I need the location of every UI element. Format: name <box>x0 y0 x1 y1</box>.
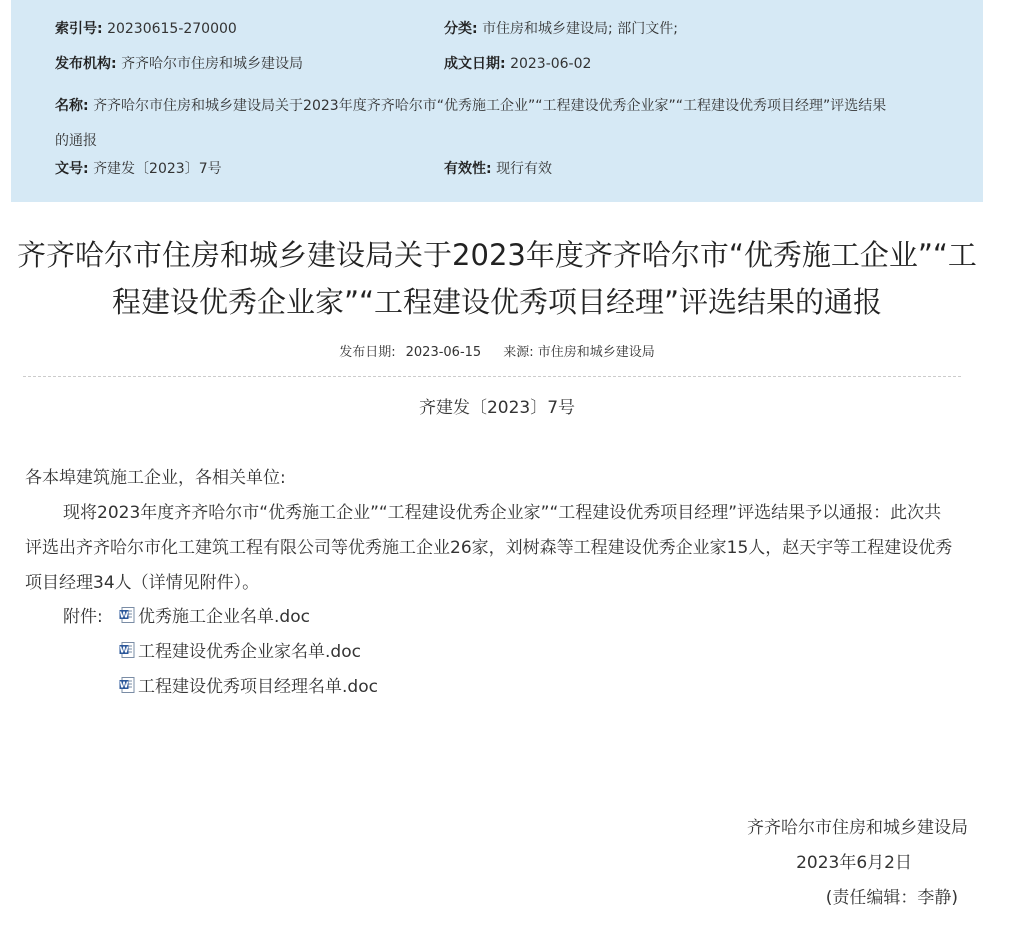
attachment-name: 优秀施工企业名单.doc <box>138 607 310 627</box>
meta-category-value: 市住房和城乡建设局; 部门文件; <box>482 21 678 37</box>
signature-organization: 齐齐哈尔市住房和城乡建设局 <box>747 818 968 838</box>
meta-name-label: 名称: <box>55 98 89 114</box>
attachment-name: 工程建设优秀企业家名单.doc <box>138 642 361 662</box>
signature-date: 2023年6月2日 <box>796 853 912 873</box>
meta-index <box>55 19 237 39</box>
svg-text:W: W <box>119 610 129 620</box>
document-number: 齐建发〔2023〕7号 <box>418 398 576 418</box>
svg-text:W: W <box>119 680 129 690</box>
meta-category <box>444 19 678 39</box>
attachments-label: 附件: <box>63 607 103 627</box>
meta-issuer-value: 齐齐哈尔市住房和城乡建设局 <box>121 56 304 72</box>
word-doc-icon <box>119 677 135 693</box>
meta-date-value: 2023-06-02 <box>510 56 592 72</box>
meta-docno <box>55 159 222 179</box>
word-doc-icon <box>119 642 135 658</box>
source-label: 来源: <box>503 345 534 360</box>
meta-date <box>444 54 591 74</box>
meta-date-label: 成文日期: <box>444 56 506 72</box>
meta-issuer-label: 发布机构: <box>55 56 117 72</box>
publish-date-value: 2023-06-15 <box>405 345 482 360</box>
attachment-link-excellent-entrepreneurs[interactable] <box>119 635 361 670</box>
publish-info <box>11 343 983 363</box>
svg-text:W: W <box>119 645 129 655</box>
attachment-link-excellent-enterprises[interactable] <box>119 600 310 635</box>
source-value: 市住房和城乡建设局 <box>537 345 655 360</box>
word-doc-icon <box>119 607 135 623</box>
article-title: 齐齐哈尔市住房和城乡建设局关于2023年度齐齐哈尔市“优秀施工企业”“工程建设优秀企业家”“工程建设优秀项目经理”评选结果的通报 <box>17 238 977 319</box>
meta-validity <box>444 159 552 179</box>
meta-index-label: 索引号: <box>55 21 103 37</box>
meta-validity-value: 现行有效 <box>496 161 553 177</box>
meta-name <box>55 89 895 159</box>
document-meta-panel <box>11 0 983 202</box>
attachment-name: 工程建设优秀项目经理名单.doc <box>138 677 378 697</box>
responsible-editor: (责任编辑：李静) <box>825 888 958 908</box>
salutation: 各本埠建筑施工企业，各相关单位: <box>25 468 286 488</box>
meta-docno-label: 文号: <box>55 161 89 177</box>
publish-date-label: 发布日期: <box>339 345 396 360</box>
meta-name-value: 齐齐哈尔市住房和城乡建设局关于2023年度齐齐哈尔市“优秀施工企业”“工程建设优秀企业家”“工程建设优秀项目经理”评选结果的通报 <box>55 98 887 149</box>
meta-index-value: 20230615-270000 <box>107 21 237 37</box>
meta-docno-value: 齐建发〔2023〕7号 <box>93 161 222 177</box>
meta-category-label: 分类: <box>444 21 478 37</box>
body-paragraph: 现将2023年度齐齐哈尔市“优秀施工企业”“工程建设优秀企业家”“工程建设优秀项目经理”评选结果予以通报：此次共评选出齐齐哈尔市化工建筑工程有限公司等优秀施工企业26家，刘树森等工程建设优秀企业家15人，赵天宇等工程建设优秀项目经理34人（详情见附件）。 <box>25 503 953 593</box>
divider <box>23 376 961 377</box>
meta-issuer <box>55 54 303 74</box>
attachment-link-excellent-project-managers[interactable] <box>119 670 378 705</box>
meta-validity-label: 有效性: <box>444 161 492 177</box>
